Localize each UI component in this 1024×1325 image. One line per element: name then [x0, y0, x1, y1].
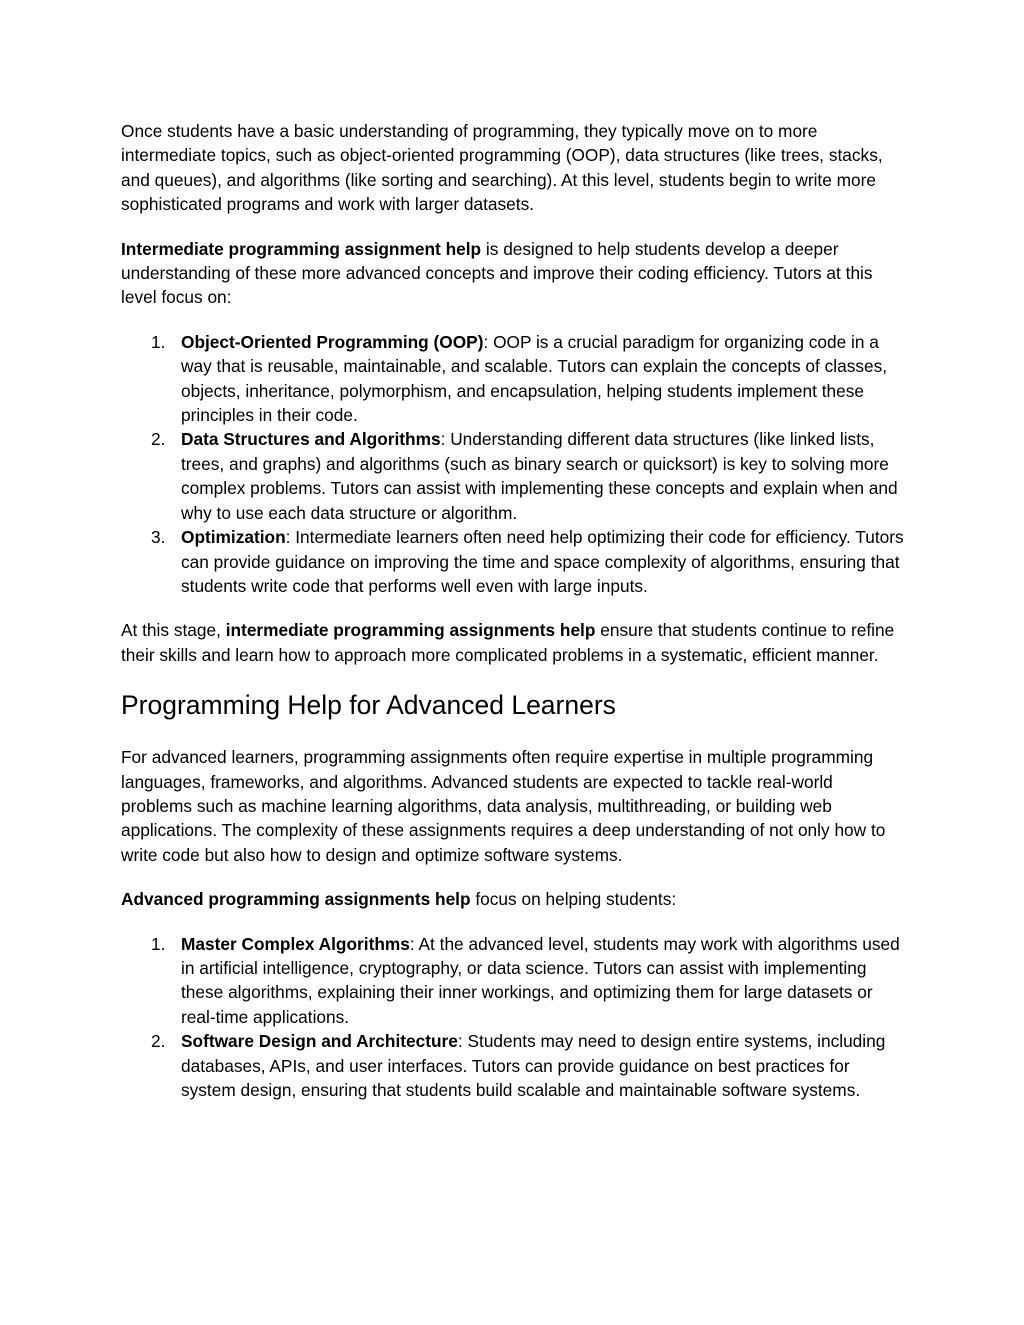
list-item-text: : Students may need to design entire systems, including databases, APIs, and user interfaces. Tutors can provide guidance on best practices for system design, ensuring that students build scalable and maintainable software systems.: [181, 1031, 886, 1100]
list-item-number: 2.: [151, 429, 166, 450]
list-item-title: Optimization: [181, 527, 286, 548]
list-item: [151, 525, 907, 598]
intermediate-closing-paragraph: [121, 618, 907, 667]
intermediate-focus-list: [121, 330, 907, 598]
list-item-text: : OOP is a crucial paradigm for organizing code in a way that is reusable, maintainable, and scalable. Tutors can explain the concepts of classes, objects, inheritance, polymorphism, and encapsulation, helping students implement these principles in their code.: [181, 331, 888, 426]
list-item-number: 1.: [151, 331, 166, 352]
advanced-paragraph: For advanced learners, programming assignments often require expertise in multiple programming languages, frameworks, and algorithms. Advanced students are expected to tackle real-world problems such as machine learning algorithms, data analysis, multithreading, or building web applications. The complexity of these assignments requires a deep understanding of not only how to write code but also how to design and optimize software systems.: [121, 747, 886, 865]
closing-start-text: At this stage,: [121, 620, 226, 641]
list-item-number: 1.: [151, 933, 166, 954]
intermediate-lead-bold: Intermediate programming assignment help: [121, 238, 482, 259]
list-item-text: : At the advanced level, students may work with algorithms used in artificial intelligence, cryptography, or data science. Tutors can assist with implementing these algorithms, explaining their inner workings, and optimizing them for large datasets or real-time applications.: [181, 933, 900, 1027]
intermediate-lead-text: is designed to help students develop a deeper understanding of these more advanced concepts and improve their coding efficiency. Tutors at this level focus on:: [121, 238, 873, 308]
list-item: [151, 932, 907, 1030]
list-item: [151, 427, 907, 525]
document-page: [121, 119, 907, 1122]
closing-rest-text: ensure that students continue to refine their skills and learn how to approach more complicated problems in a systematic, efficient manner.: [121, 620, 895, 665]
advanced-lead-text: focus on helping students:: [470, 889, 677, 910]
list-item-text: : Intermediate learners often need help optimizing their code for efficiency. Tutors can provide guidance on improving the time and space complexity of algorithms, ensuring that students write code that performs well even with large inputs.: [181, 527, 904, 596]
list-item-title: Object-Oriented Programming (OOP): [181, 331, 484, 352]
list-item-title: Data Structures and Algorithms: [181, 429, 441, 450]
list-item: [151, 330, 907, 428]
intermediate-lead-paragraph: [121, 237, 907, 310]
list-item: [151, 1029, 907, 1102]
list-item-number: 3.: [151, 527, 166, 548]
list-item-number: 2.: [151, 1031, 166, 1052]
advanced-section-heading: Programming Help for Advanced Learners: [121, 690, 616, 721]
list-item-title: Master Complex Algorithms: [181, 933, 410, 954]
advanced-focus-list: [121, 932, 907, 1103]
intro-paragraph: Once students have a basic understanding of programming, they typically move on to more intermediate topics, such as object-oriented programming (OOP), data structures (like trees, stacks, and queues), and algorithms (like sorting and searching). At this level, students begin to write more sophisticated programs and work with larger datasets.: [121, 121, 883, 215]
advanced-lead-paragraph: [121, 887, 907, 911]
list-item-text: : Understanding different data structures (like linked lists, trees, and graphs) and algorithms (such as binary search or quicksort) is key to solving more complex problems. Tutors can assist with implementing these concepts and explain when and why to use each data structure or algorithm.: [181, 429, 898, 523]
list-item-title: Software Design and Architecture: [181, 1031, 458, 1052]
closing-bold: intermediate programming assignments help: [225, 620, 596, 641]
advanced-lead-bold: Advanced programming assignments help: [121, 889, 471, 910]
